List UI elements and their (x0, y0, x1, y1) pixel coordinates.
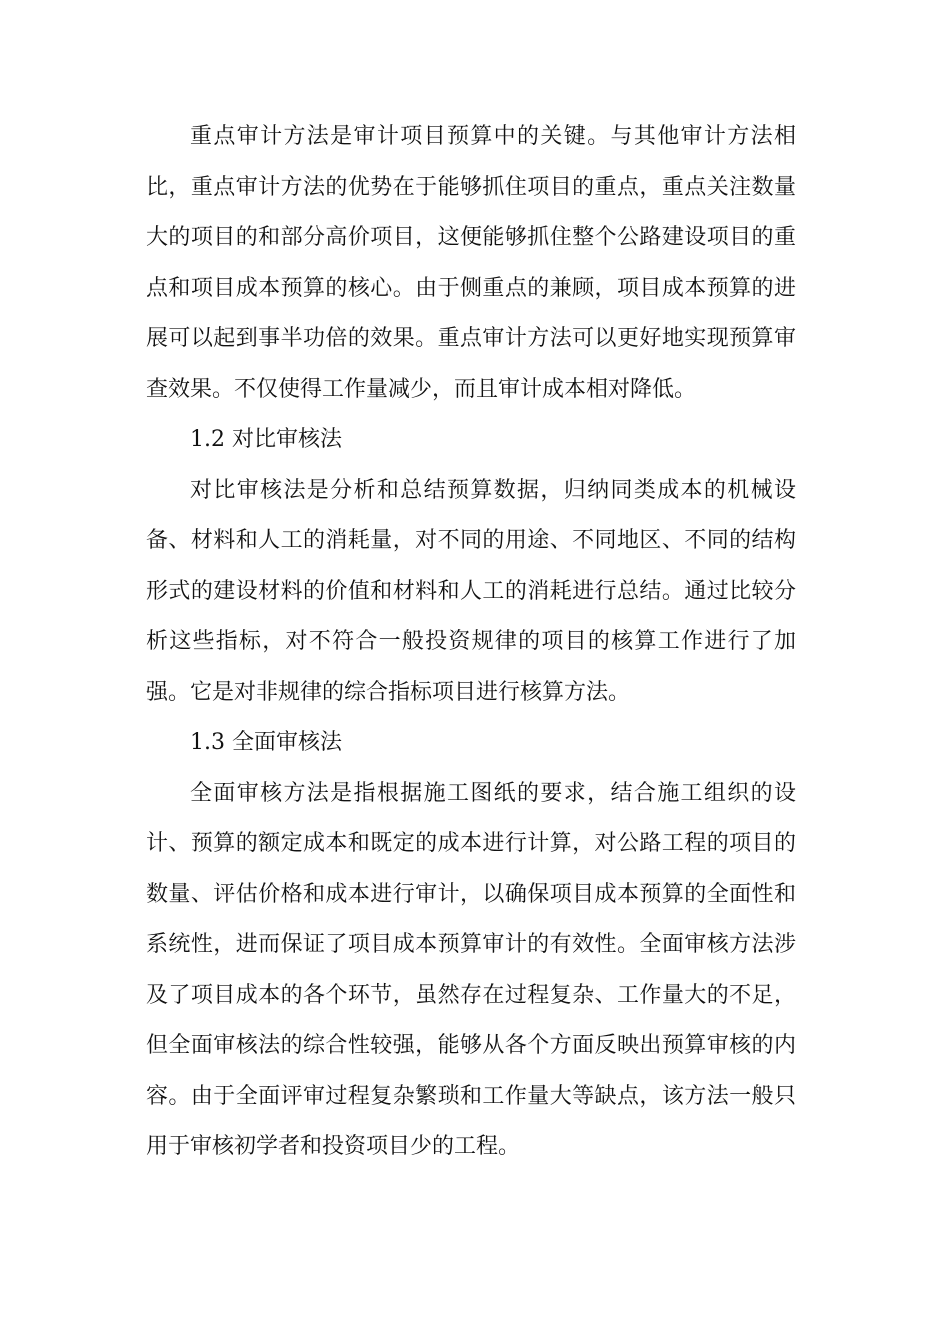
paragraph-comparison-review: 对比审核法是分析和总结预算数据，归纳同类成本的机械设备、材料和人工的消耗量，对不同的用途、不同地区、不同的结构形式的建设材料的价值和材料和人工的消耗进行总结。通过比较分析这些指标，对不符合一般投资规律的项目的核算工作进行了加强。它是对非规律的综合指标项目进行核算方法。 (146, 477, 796, 705)
section-heading-1-3: 1.3 全面审核法 (190, 730, 342, 755)
section-heading-1-2: 1.2 对比审核法 (190, 427, 342, 452)
paragraph-comprehensive-review: 全面审核方法是指根据施工图纸的要求，结合施工组织的设计、预算的额定成本和既定的成本进行计算，对公路工程的项目的数量、评估价格和成本进行审计，以确保项目成本预算的全面性和系统性，进而保证了项目成本预算审计的有效性。全面审核方法涉及了项目成本的各个环节，虽然存在过程复杂、工作量大的不足，但全面审核法的综合性较强，能够从各个方面反映出预算审核的内容。由于全面评审过程复杂繁琐和工作量大等缺点，该方法一般只用于审核初学者和投资项目少的工程。 (146, 780, 796, 1159)
document-page (146, 112, 796, 1173)
paragraph-key-audit-method: 重点审计方法是审计项目预算中的关键。与其他审计方法相比，重点审计方法的优势在于能够抓住项目的重点，重点关注数量大的项目的和部分高价项目，这便能够抓住整个公路建设项目的重点和项目成本预算的核心。由于侧重点的兼顾，项目成本预算的进展可以起到事半功倍的效果。重点审计方法可以更好地实现预算审查效果。不仅使得工作量减少，而且审计成本相对降低。 (146, 124, 796, 402)
